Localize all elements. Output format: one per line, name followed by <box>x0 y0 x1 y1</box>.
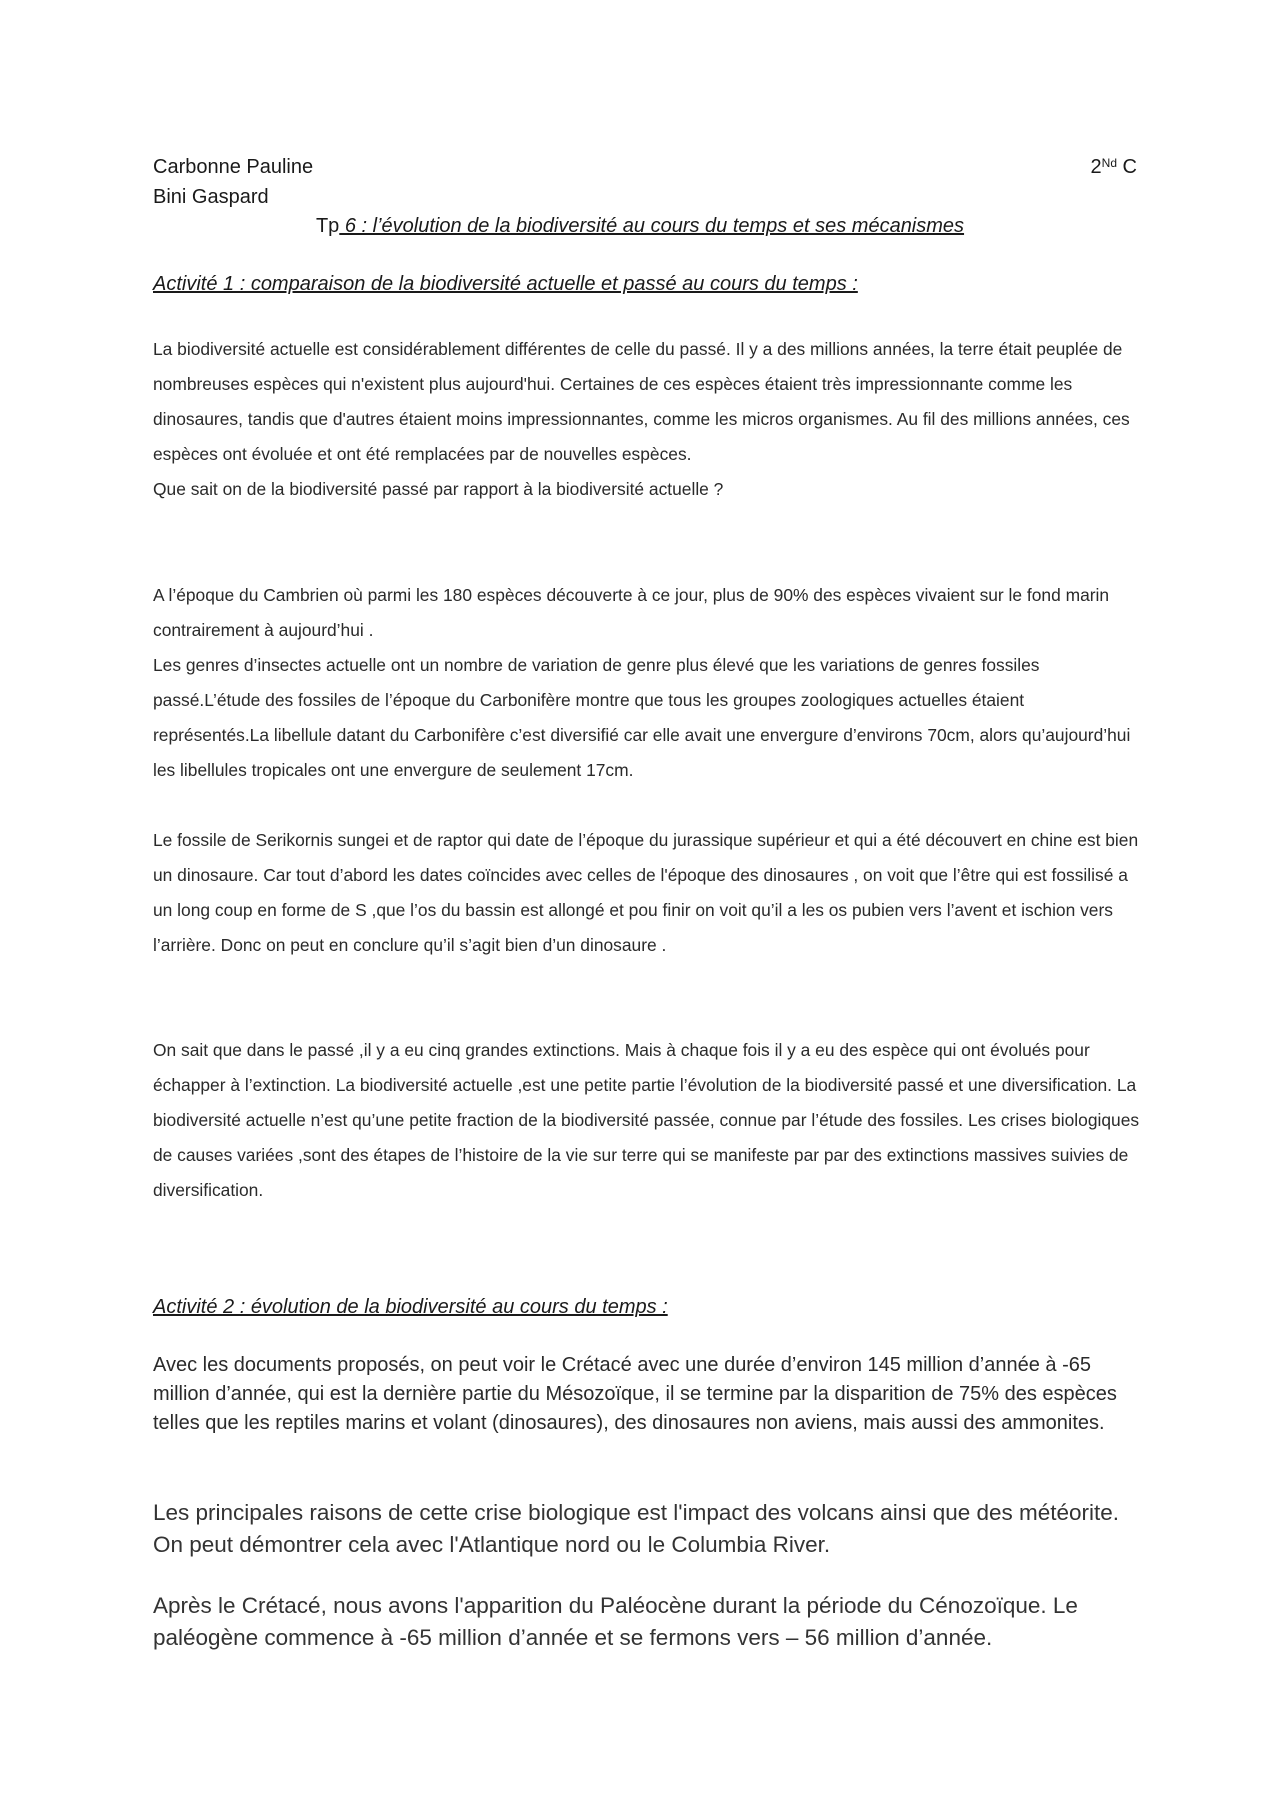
paragraph: La biodiversité actuelle est considérablement différentes de celle du passé. Il y a des millions années, la terre était peuplée de nombreuses espèces qui n'existent plus aujourd'hui. Certaines de ces espèces étaient très impressionnante comme les dinosaures, tandis que d'autres étaient moins impressionnantes, comme les micros organismes. Au fil des millions années, ces espèces ont évoluée et ont été remplacées par de nouvelles espèces. <box>153 339 1130 464</box>
title-prefix: Tp <box>315 215 340 237</box>
paragraph: A l’époque du Cambrien où parmi les 180 espèces découverte à ce jour, plus de 90% des espèces vivaient sur le fond marin contrairement à aujourd’hui . <box>153 585 1110 640</box>
paragraph: Le fossile de Serikornis sungei et de raptor qui date de l’époque du jurassique supérieur et qui a été découvert en chine est bien un dinosaure. Car tout d’abord les dates coïncides avec celles de l'époque des dinosaures , on voit que l’être qui est fossilisé a un long coup en forme de S ,que l’os du bassin est allongé et pou finir on voit qu’il a les os pubien vers l’avent et ischion vers l’arrière. Donc on peut en conclure qu’il s’agit bien d’un dinosaure . <box>153 830 1139 955</box>
header <box>153 152 1137 212</box>
activity-2-paragraph-1 <box>153 1351 1143 1438</box>
activity-2-heading: Activité 2 : évolution de la biodiversité au cours du temps : <box>153 1296 668 1318</box>
activity-2-paragraph-2 <box>153 1497 1143 1561</box>
paragraph: Avec les documents proposés, on peut voir le Crétacé avec une durée d’environ 145 million d’année à -65 million d’année, qui est la dernière partie du Mésozoïque, il se termine par la disparition de 75% des espèces telles que les reptiles marins et volant (dinosaures), des dinosaures non aviens, mais aussi des ammonites. <box>153 1354 1117 1434</box>
paragraph: Les genres d’insectes actuelle ont un nombre de variation de genre plus élevé que les variations de genres fossiles passé.L’étude des fossiles de l’époque du Carbonifère montre que tous les groupes zoologiques actuelles étaient représentés.La libellule datant du Carbonifère c’est diversifié car elle avait une envergure d’environs 70cm, alors qu’aujourd’hui les libellules tropicales ont une envergure de seulement 17cm. <box>153 655 1131 780</box>
page-title <box>0 211 1280 241</box>
activity-1-heading: Activité 1 : comparaison de la biodiversité actuelle et passé au cours du temps : <box>153 273 858 295</box>
activity-1-intro <box>153 332 1143 507</box>
title-text: 6 : l’évolution de la biodiversité au cours du temps et ses mécanismes <box>339 215 965 237</box>
activity-1-extinctions <box>153 1033 1143 1208</box>
class-letter: C <box>1117 156 1137 178</box>
class-superscript: Nd <box>1101 156 1117 170</box>
class-number: 2 <box>1090 156 1102 178</box>
activity-1-fossil <box>153 823 1143 963</box>
activity-2-paragraph-3 <box>153 1590 1143 1654</box>
class-label <box>1091 152 1137 182</box>
paragraph: On sait que dans le passé ,il y a eu cinq grandes extinctions. Mais à chaque fois il y a eu des espèce qui ont évolués pour échapper à l’extinction. La biodiversité actuelle ,est une petite partie l’évolution de la biodiversité passé et une diversification. La biodiversité actuelle n’est qu’une petite fraction de la biodiversité passée, connue par l’étude des fossiles. Les crises biologiques de causes variées ,sont des étapes de l’histoire de la vie sur terre qui se manifeste par par des extinctions massives suivies de diversification. <box>153 1040 1140 1200</box>
question: Que sait on de la biodiversité passé par rapport à la biodiversité actuelle ? <box>153 479 724 499</box>
paragraph: Les principales raisons de cette crise biologique est l'impact des volcans ainsi que des météorite. On peut démontrer cela avec l'Atlantique nord ou le Columbia River. <box>153 1500 1120 1557</box>
author-name-1: Carbonne Pauline <box>153 156 314 178</box>
paragraph: Après le Crétacé, nous avons l'apparition du Paléocène durant la période du Cénozoïque. Le paléogène commence à -65 million d’année et se fermons vers – 56 million d’année. <box>153 1593 1078 1650</box>
author-name-2: Bini Gaspard <box>153 186 269 208</box>
activity-1-cambrien <box>153 578 1143 788</box>
